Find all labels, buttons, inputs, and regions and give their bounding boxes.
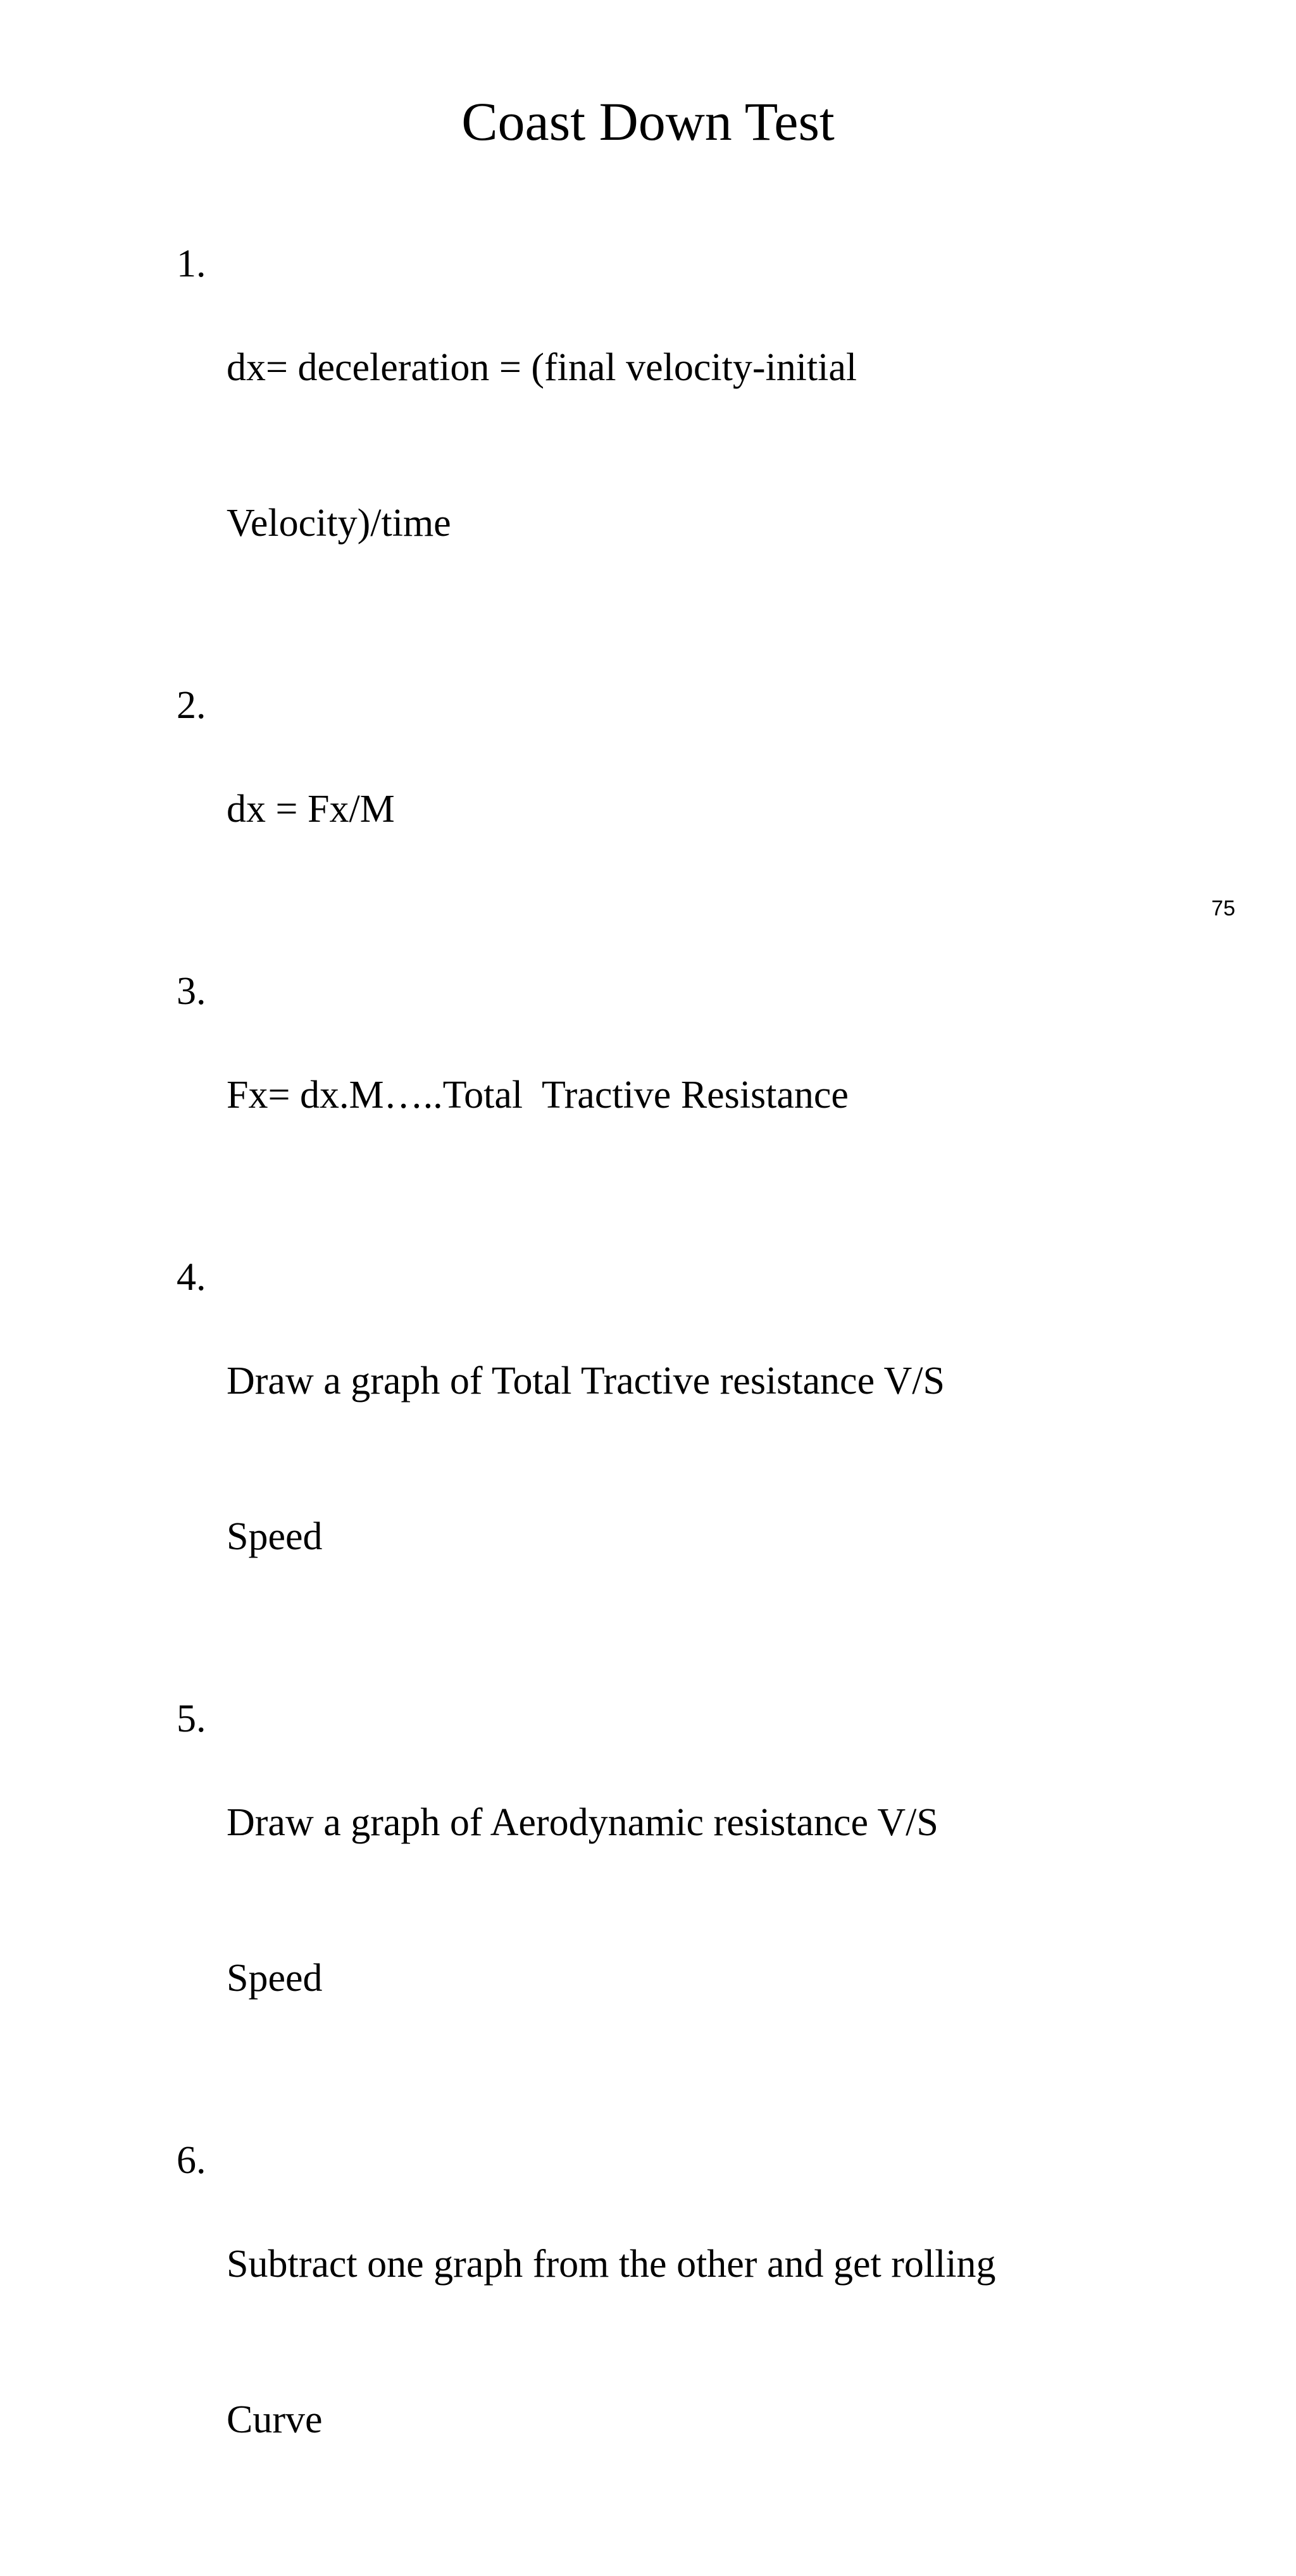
numbered-list — [177, 238, 1126, 2576]
list-item-line: dx= deceleration = (final velocity-initial — [227, 346, 857, 389]
list-item-line: dx = Fx/M — [227, 788, 395, 831]
list-item-text — [227, 679, 1126, 939]
list-item-5 — [177, 1693, 1126, 2108]
list-item-text — [227, 965, 1126, 1225]
list-item-line: Curve — [227, 2398, 323, 2441]
list-item-4 — [177, 1251, 1126, 1666]
list-item-number: 5. — [177, 1697, 206, 1740]
list-item-number: 1. — [177, 242, 206, 285]
list-item-text — [227, 238, 1126, 653]
list-item-3 — [177, 965, 1126, 1225]
list-item-line: Speed — [227, 1957, 323, 2000]
slide-title: Coast Down Test — [461, 91, 835, 152]
list-item-1 — [177, 238, 1126, 653]
list-item-line: Draw a graph of Total Tractive resistance V/S — [227, 1359, 945, 1403]
list-item-text — [227, 1251, 1126, 1666]
list-item-number: 6. — [177, 2139, 206, 2182]
list-item-number: 4. — [177, 1256, 206, 1299]
list-item-line: Velocity)/time — [227, 502, 451, 545]
list-item-number: 2. — [177, 684, 206, 727]
list-item-line: Fx= dx.M…..Total Tractive Resistance — [227, 1074, 849, 1117]
page-number: 75 — [1211, 896, 1235, 920]
list-item-line: Speed — [227, 1515, 323, 1558]
list-item-2 — [177, 679, 1126, 939]
list-item-number: 3. — [177, 970, 206, 1013]
list-item-text — [227, 2134, 1126, 2549]
list-item-6 — [177, 2134, 1126, 2549]
list-item-line: Draw a graph of Aerodynamic resistance V/S — [227, 1801, 938, 1844]
list-item-text — [227, 1693, 1126, 2108]
list-item-line: Subtract one graph from the other and get rolling — [227, 2243, 996, 2286]
